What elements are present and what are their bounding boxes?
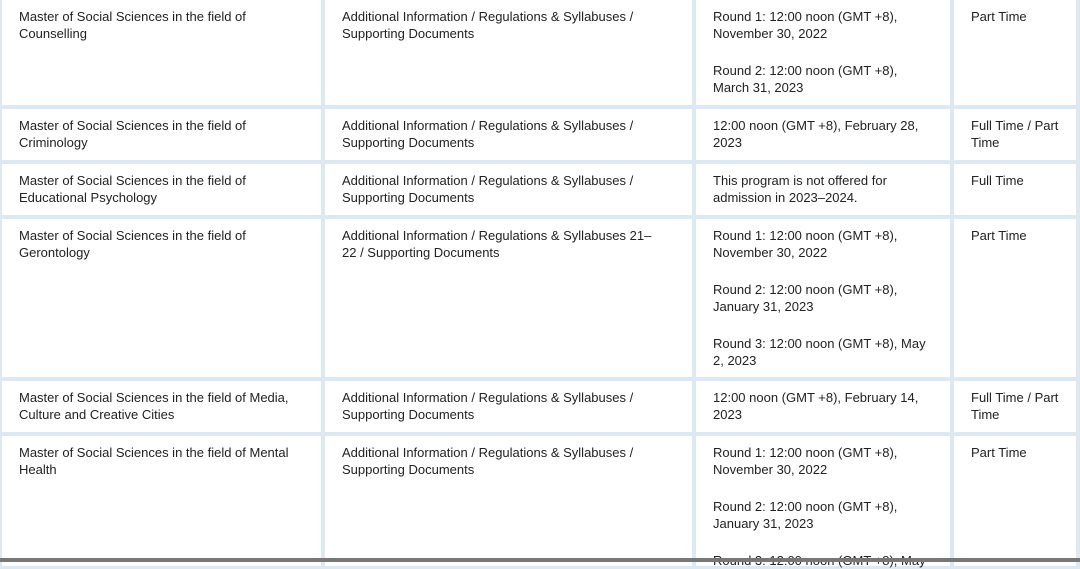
program-name: Master of Social Sciences in the field of Criminology bbox=[2, 109, 321, 160]
study-mode: Full Time / Part Time bbox=[954, 109, 1076, 160]
deadline-round: This program is not offered for admission in 2023–2024. bbox=[713, 173, 887, 205]
docs-links[interactable]: Additional Information / Regulations & Syllabuses / Supporting Documents bbox=[342, 445, 634, 477]
deadline-round: Round 3: 12:00 noon (GMT +8), May 2, 2023 bbox=[713, 336, 926, 368]
study-mode: Part Time bbox=[954, 436, 1076, 566]
deadline-round: Round 1: 12:00 noon (GMT +8), November 30, 2022 bbox=[713, 445, 898, 477]
program-docs[interactable] bbox=[325, 436, 692, 566]
application-deadline bbox=[696, 0, 950, 105]
deadline-round: Round 2: 12:00 noon (GMT +8), January 31, 2023 bbox=[713, 499, 898, 531]
table-row bbox=[0, 164, 1080, 215]
table-row bbox=[0, 381, 1080, 432]
table-row bbox=[0, 436, 1080, 566]
study-mode: Part Time bbox=[954, 219, 1076, 377]
program-docs[interactable] bbox=[325, 381, 692, 432]
table-row bbox=[0, 109, 1080, 160]
program-docs[interactable] bbox=[325, 109, 692, 160]
table-row bbox=[0, 219, 1080, 377]
program-name: Master of Social Sciences in the field of Educational Psychology bbox=[2, 164, 321, 215]
application-deadline bbox=[696, 436, 950, 566]
docs-links[interactable]: Additional Information / Regulations & Syllabuses / Supporting Documents bbox=[342, 390, 634, 422]
deadline-round: 12:00 noon (GMT +8), February 28, 2023 bbox=[713, 118, 919, 150]
deadline-round: Round 2: 12:00 noon (GMT +8), March 31, 2023 bbox=[713, 63, 898, 95]
program-docs[interactable] bbox=[325, 164, 692, 215]
study-mode: Full Time / Part Time bbox=[954, 381, 1076, 432]
program-docs[interactable] bbox=[325, 219, 692, 377]
application-deadline bbox=[696, 164, 950, 215]
table-row bbox=[0, 0, 1080, 105]
bottom-bar bbox=[0, 558, 1080, 562]
application-deadline bbox=[696, 219, 950, 377]
study-mode: Part Time bbox=[954, 0, 1076, 105]
study-mode: Full Time bbox=[954, 164, 1076, 215]
program-name: Master of Social Sciences in the field of Mental Health bbox=[2, 436, 321, 566]
program-name: Master of Social Sciences in the field of Counselling bbox=[2, 0, 321, 105]
deadline-round: Round 2: 12:00 noon (GMT +8), January 31, 2023 bbox=[713, 282, 898, 314]
deadline-round: Round 1: 12:00 noon (GMT +8), November 30, 2022 bbox=[713, 228, 898, 260]
deadline-round: Round 1: 12:00 noon (GMT +8), November 30, 2022 bbox=[713, 9, 898, 41]
docs-links[interactable]: Additional Information / Regulations & Syllabuses / Supporting Documents bbox=[342, 9, 634, 41]
deadline-round: 12:00 noon (GMT +8), February 14, 2023 bbox=[713, 390, 919, 422]
application-deadline bbox=[696, 109, 950, 160]
program-name: Master of Social Sciences in the field of Gerontology bbox=[2, 219, 321, 377]
program-docs[interactable] bbox=[325, 0, 692, 105]
docs-links[interactable]: Additional Information / Regulations & Syllabuses / Supporting Documents bbox=[342, 173, 634, 205]
docs-links[interactable]: Additional Information / Regulations & Syllabuses / Supporting Documents bbox=[342, 118, 634, 150]
application-deadline bbox=[696, 381, 950, 432]
docs-links[interactable]: Additional Information / Regulations & Syllabuses 21–22 / Supporting Documents bbox=[342, 228, 652, 260]
program-name: Master of Social Sciences in the field of Media, Culture and Creative Cities bbox=[2, 381, 321, 432]
